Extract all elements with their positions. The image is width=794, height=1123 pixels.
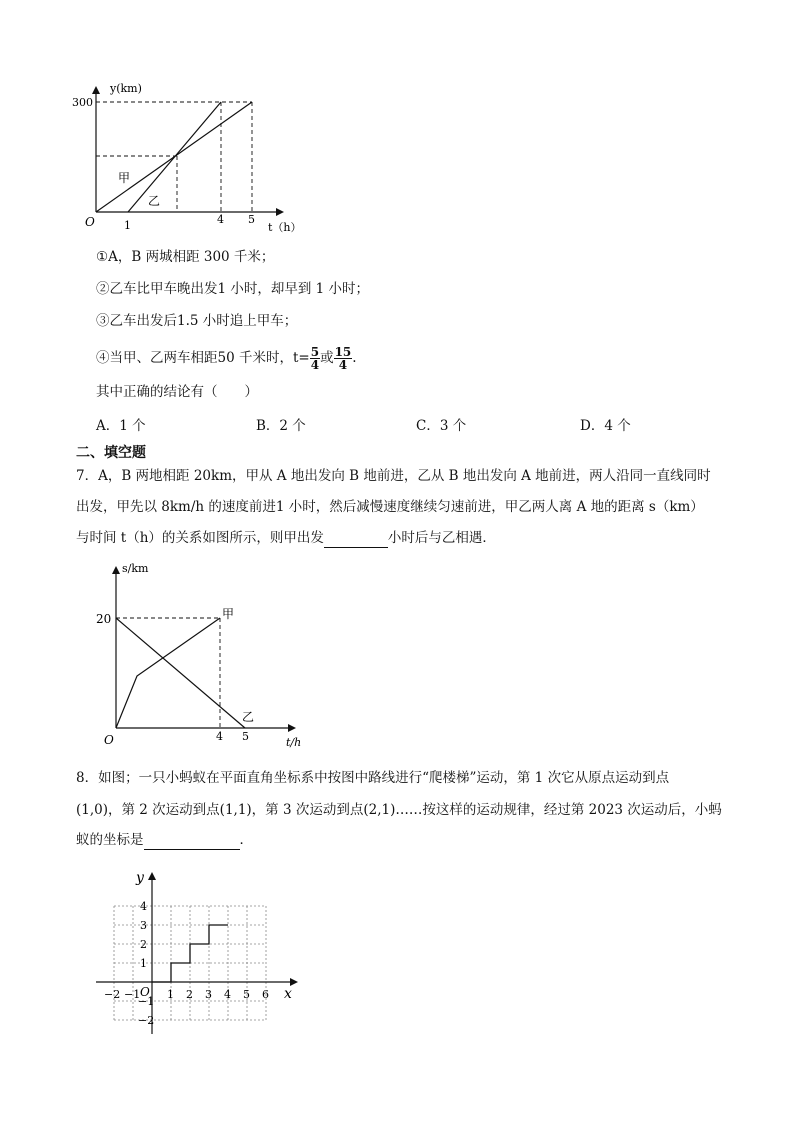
line-yi [116, 618, 245, 728]
x-tick-1: 1 [124, 219, 131, 232]
y-tick--2: −2 [138, 1014, 155, 1027]
q8-line2: (1,0)，第 2 次运动到点(1,1)，第 3 次运动到点(2,1)……按这样的运动规律，经过第 2023 次运动后，小蚂 [76, 802, 722, 818]
statement-4-prefix: ④当甲、乙两车相距50 千米时，t= [96, 350, 310, 366]
distance-time-graph-1 [70, 78, 310, 238]
q7-line1: 7．A，B 两地相距 20km，甲从 A 地出发向 B 地前进，乙从 B 地出发向 A 地前进，两人沿同一直线同时 [76, 468, 711, 484]
y-axis-label: y(km) [110, 82, 142, 95]
x-tick-5: 5 [243, 988, 250, 1001]
fraction-15-4: $\frac{15}{4}$ [334, 345, 352, 372]
statement-1: ①A，B 两城相距 300 千米； [96, 249, 275, 265]
x-axis-label: t（h） [268, 221, 302, 234]
y-tick-1: 1 [140, 957, 147, 970]
origin-label: O [104, 733, 114, 747]
statement-3: ③乙车出发后1.5 小时追上甲车； [96, 313, 298, 329]
q7-line3: 与时间 t（h）的关系如图所示，则甲出发 小时后与乙相遇． [76, 530, 496, 546]
q8-line3: 蚁的坐标是 ． [76, 832, 253, 848]
staircase-coordinate-grid [90, 862, 310, 1038]
distance-time-graph-2 [90, 560, 310, 752]
statement-4-or: 或 [320, 350, 334, 366]
fraction-5-4: $\frac{5}{4}$ [310, 345, 320, 372]
x-axis-label: x [284, 986, 292, 1002]
answer-blank-q7[interactable] [324, 533, 388, 548]
label-yi: 乙 [242, 710, 255, 724]
answer-blank-q8[interactable] [144, 835, 240, 850]
ant-staircase-path [152, 925, 228, 982]
x-tick-4: 4 [217, 213, 224, 226]
section-title: 二、填空题 [76, 445, 146, 461]
line-yi [128, 102, 221, 212]
x-tick-1: 1 [167, 988, 174, 1001]
statement-4: ④当甲、乙两车相距50 千米时，t= $\frac{5}{4}$ 或 $\frac{15}{4}$ . [96, 345, 357, 372]
option-b[interactable]: B．2 个 [256, 418, 306, 434]
x-tick-4: 4 [216, 730, 223, 743]
option-d[interactable]: D．4 个 [580, 418, 631, 434]
x-axis-label: t/h [286, 736, 302, 749]
x-tick-3: 3 [205, 988, 212, 1001]
origin-label: O [85, 215, 95, 229]
y-tick-20: 20 [96, 612, 112, 626]
y-tick-3: 3 [140, 919, 147, 932]
y-axis-label: s/km [122, 562, 149, 575]
label-jia: 甲 [118, 171, 131, 185]
x-tick-6: 6 [262, 988, 269, 1001]
y-tick-300: 300 [72, 96, 93, 109]
option-c[interactable]: C．3 个 [416, 418, 467, 434]
x-tick-4: 4 [224, 988, 231, 1001]
label-yi: 乙 [148, 194, 161, 208]
question-prompt: 其中正确的结论有（ ） [96, 384, 258, 400]
y-axis-label: y [136, 870, 144, 886]
y-tick-4: 4 [140, 900, 147, 913]
label-jia: 甲 [222, 607, 235, 621]
x-tick-5: 5 [242, 730, 249, 743]
option-a[interactable]: A．1 个 [96, 418, 146, 434]
origin-label: O [140, 985, 150, 999]
q7-line2: 出发，甲先以 8km/h 的速度前进1 小时，然后减慢速度继续匀速前进，甲乙两人离 A 地的距离 s（km） [76, 499, 704, 515]
line-jia [116, 618, 220, 728]
x-tick--1: −1 [124, 988, 141, 1001]
x-tick-2: 2 [186, 988, 193, 1001]
y-tick--1: −1 [138, 995, 155, 1008]
x-tick--2: −2 [104, 988, 121, 1001]
q8-line1: 8．如图；一只小蚂蚁在平面直角坐标系中按图中路线进行“爬楼梯”运动，第 1 次它从原点运动到点 [76, 770, 670, 786]
y-tick-2: 2 [140, 938, 147, 951]
x-tick-5: 5 [248, 213, 255, 226]
statement-2: ②乙车比甲车晚出发1 小时，却早到 1 小时； [96, 281, 370, 297]
